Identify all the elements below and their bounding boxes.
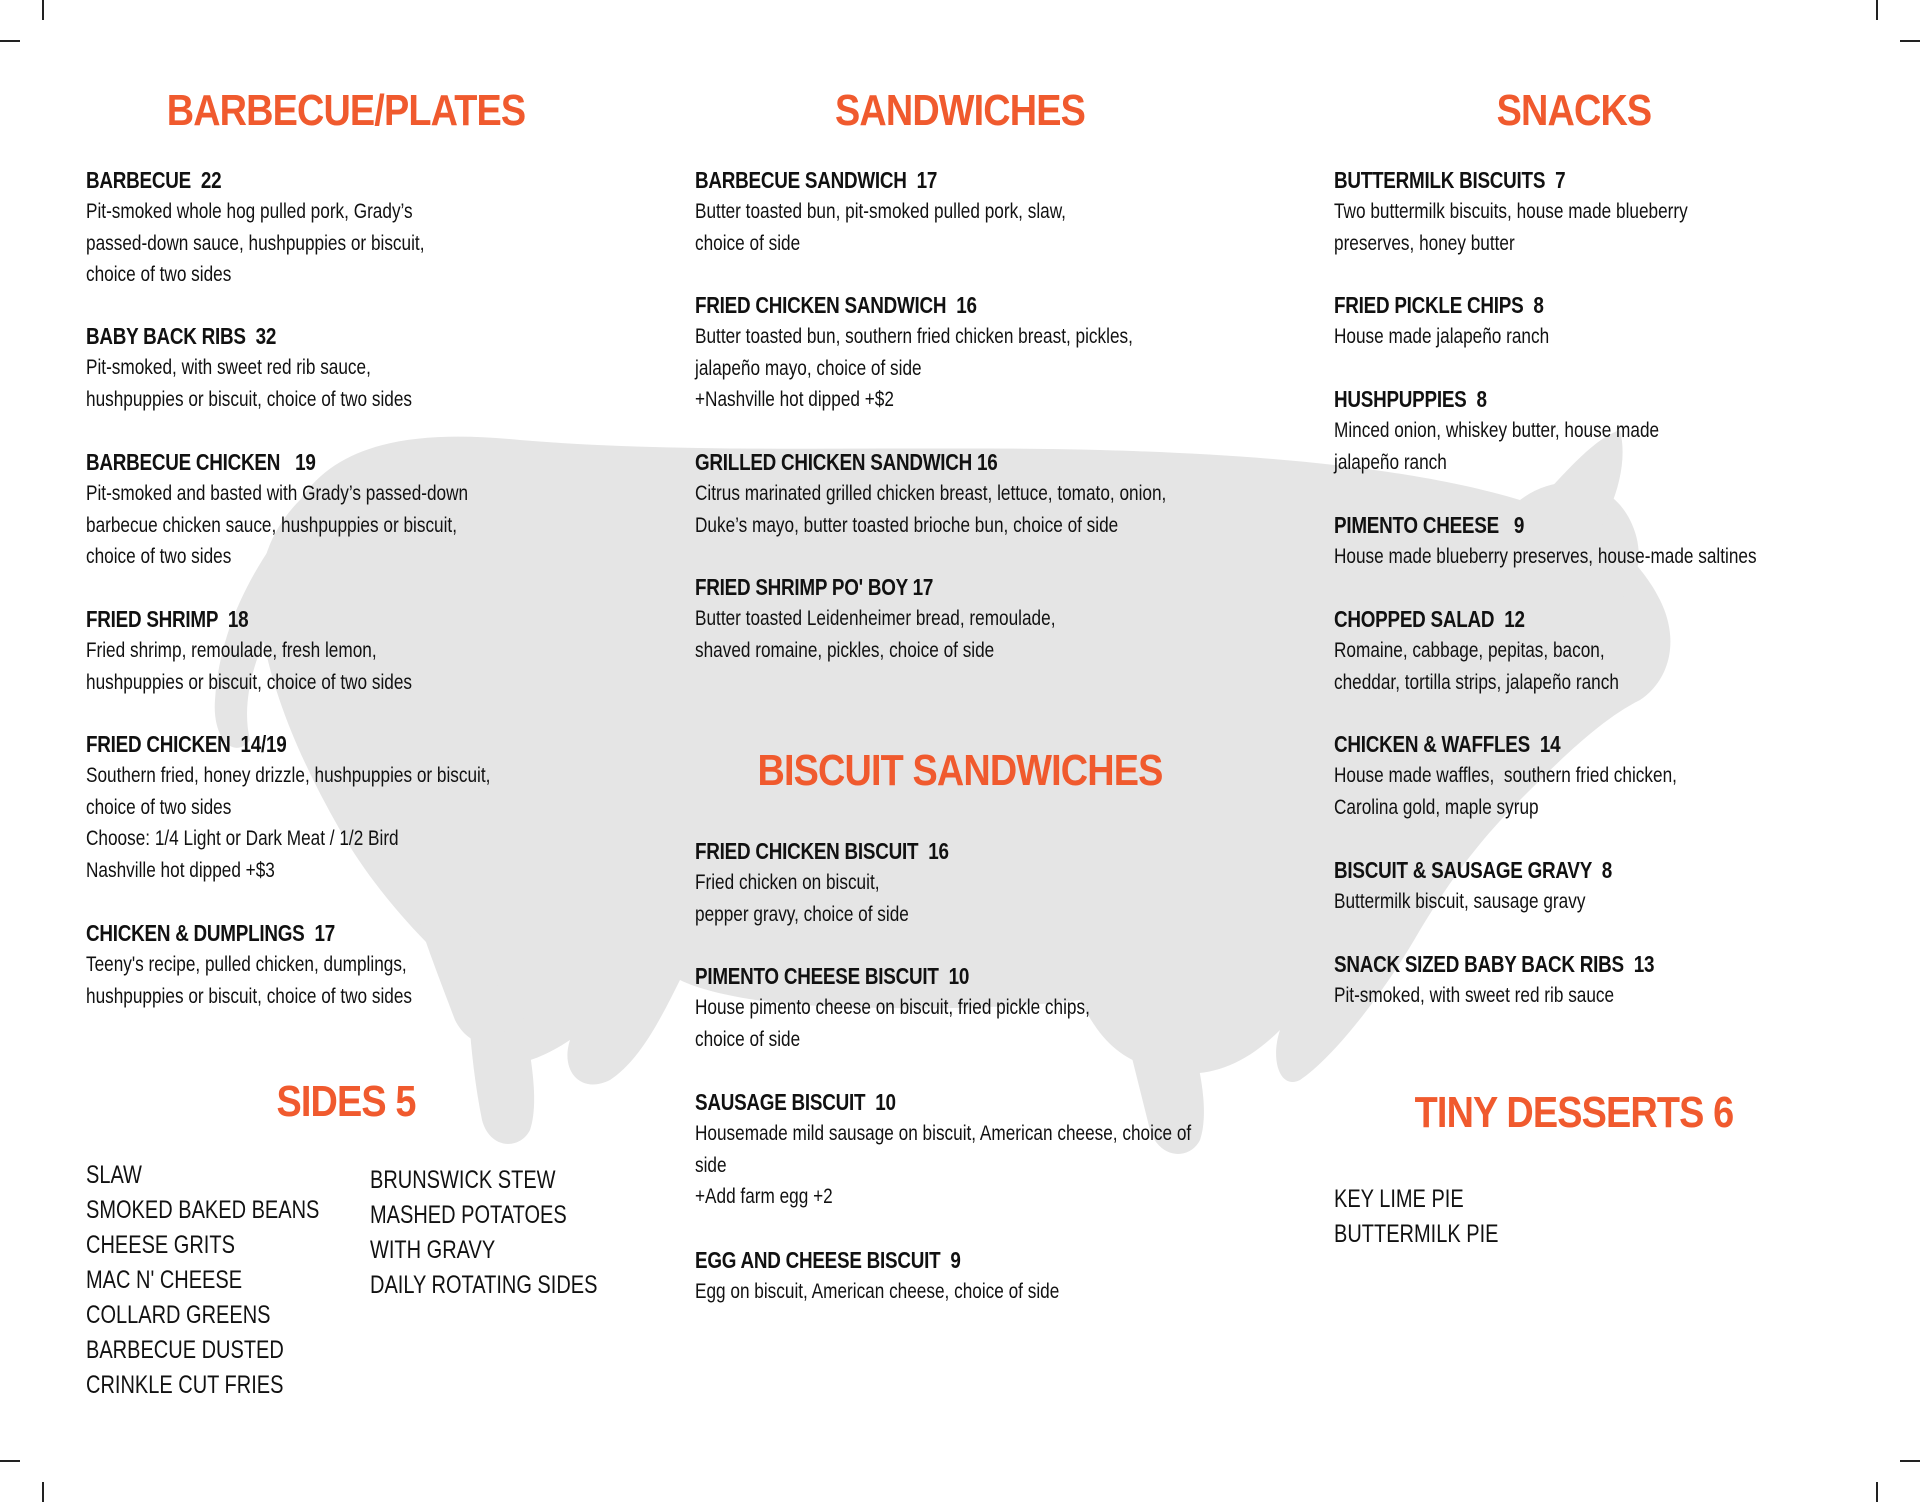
menu-item-description: House pimento cheese on biscuit, fried pickle chips, choice of side	[695, 995, 1090, 1051]
menu-item-description: Pit-smoked, with sweet red rib sauce, hushpuppies or biscuit, choice of two sides	[86, 355, 413, 411]
menu-item-title: CHICKEN & WAFFLES 14	[1334, 731, 1561, 757]
menu-item-description: Citrus marinated grilled chicken breast, lettuce, tomato, onion, Duke’s mayo, butter toasted brioche bun, choice of side	[695, 481, 1167, 537]
sides-list-left: SLAW SMOKED BAKED BEANS CHEESE GRITS MAC N' CHEESE COLLARD GREENS BARBECUE DUSTED CRINKLE CUT FRIES	[86, 1161, 320, 1399]
menu-item-description: House made jalapeño ranch	[1334, 324, 1550, 348]
menu-item-fried-chicken-sandwich	[695, 290, 1242, 416]
sides-list-right: BRUNSWICK STEW MASHED POTATOES WITH GRAVY DAILY ROTATING SIDES	[370, 1166, 598, 1299]
menu-item-fried-chicken-biscuit	[695, 836, 1004, 930]
menu-item-sausage-biscuit	[695, 1087, 1315, 1213]
menu-item-barbecue-chicken	[86, 447, 564, 573]
menu-item-description: Housemade mild sausage on biscuit, American cheese, choice of side +Add farm egg +2	[695, 1121, 1192, 1208]
menu-item-title: BUTTERMILK BISCUITS 7	[1334, 167, 1566, 193]
menu-item-barbecue-sandwich	[695, 165, 1159, 259]
menu-item-title: FRIED PICKLE CHIPS 8	[1334, 292, 1544, 318]
menu-item-description: Pit-smoked, with sweet red rib sauce	[1334, 983, 1615, 1007]
menu-item-title: PIMENTO CHEESE 9	[1334, 512, 1525, 538]
menu-item-barbecue	[86, 165, 509, 291]
menu-item-title: SNACK SIZED BABY BACK RIBS 13	[1334, 951, 1655, 977]
menu-item-title: FRIED CHICKEN SANDWICH 16	[695, 292, 977, 318]
menu-item-description: House made waffles, southern fried chicken, Carolina gold, maple syrup	[1334, 763, 1677, 819]
menu-item-description: Egg on biscuit, American cheese, choice of side	[695, 1279, 1060, 1303]
menu-item-egg-cheese-biscuit	[695, 1245, 1150, 1308]
menu-item-description: Romaine, cabbage, pepitas, bacon, cheddar, tortilla strips, jalapeño ranch	[1334, 638, 1619, 694]
menu-item-title: BABY BACK RIBS 32	[86, 323, 277, 349]
menu-item-description: Fried chicken on biscuit, pepper gravy, choice of side	[695, 870, 909, 926]
menu-item-description: Butter toasted bun, southern fried chicken breast, pickles, jalapeño mayo, choice of side +Nashville hot dipped +$2	[695, 324, 1133, 411]
snacks-heading: SNACKS	[1496, 86, 1652, 135]
menu-item-hushpuppies	[1334, 384, 1740, 478]
menu-item-description: Fried shrimp, remoulade, fresh lemon, hushpuppies or biscuit, choice of two sides	[86, 638, 413, 694]
tiny-desserts-heading: TINY DESSERTS 6	[1414, 1088, 1734, 1137]
menu-item-baby-back-ribs	[86, 321, 494, 415]
menu-item-description: Butter toasted Leidenheimer bread, remoulade, shaved romaine, pickles, choice of side	[695, 606, 1056, 662]
menu-item-biscuit-sausage-gravy	[1334, 855, 1673, 918]
menu-item-title: EGG AND CHEESE BISCUIT 9	[695, 1247, 961, 1273]
menu-item-title: BARBECUE CHICKEN 19	[86, 449, 316, 475]
menu-item-description: Butter toasted bun, pit-smoked pulled pork, slaw, choice of side	[695, 199, 1066, 255]
menu-item-pimento-cheese	[1334, 510, 1862, 573]
menu-item-fried-chicken	[86, 729, 592, 886]
menu-item-description: Two buttermilk biscuits, house made blueberry preserves, honey butter	[1334, 199, 1688, 255]
menu-item-snack-ribs	[1334, 949, 1725, 1012]
menu-item-title: FRIED CHICKEN BISCUIT 16	[695, 838, 949, 864]
menu-item-title: FRIED CHICKEN 14/19	[86, 731, 287, 757]
menu-item-description: Buttermilk biscuit, sausage gravy	[1334, 889, 1586, 913]
sandwiches-heading: SANDWICHES	[835, 86, 1085, 135]
menu-item-title: CHICKEN & DUMPLINGS 17	[86, 920, 335, 946]
menu-item-description: Teeny's recipe, pulled chicken, dumplings, hushpuppies or biscuit, choice of two sides	[86, 952, 413, 1008]
menu-item-title: FRIED SHRIMP PO' BOY 17	[695, 574, 934, 600]
menu-item-title: BARBECUE 22	[86, 167, 222, 193]
menu-item-title: FRIED SHRIMP 18	[86, 606, 249, 632]
menu-item-fried-pickle-chips	[1334, 290, 1603, 353]
menu-item-fried-shrimp	[86, 604, 494, 698]
menu-item-description: Southern fried, honey drizzle, hushpuppies or biscuit, choice of two sides Choose: 1/4 Light or Dark Meat / 1/2 Bird Nashville hot dipped +$3	[86, 763, 491, 882]
menu-item-description: House made blueberry preserves, house-made saltines	[1334, 544, 1757, 568]
desserts-list: KEY LIME PIE BUTTERMILK PIE	[1334, 1185, 1499, 1248]
menu-item-description: Pit-smoked whole hog pulled pork, Grady’s passed-down sauce, hushpuppies or biscuit, choice of two sides	[86, 199, 425, 286]
menu-item-fried-shrimp-po-boy	[695, 572, 1146, 666]
menu-item-title: BARBECUE SANDWICH 17	[695, 167, 938, 193]
menu-item-pimento-cheese-biscuit	[695, 961, 1189, 1055]
menu-item-title: PIMENTO CHEESE BISCUIT 10	[695, 963, 970, 989]
menu-item-chicken-dumplings	[86, 918, 494, 1012]
menu-item-chopped-salad	[1334, 604, 1690, 698]
menu-item-title: HUSHPUPPIES 8	[1334, 386, 1487, 412]
menu-item-title: GRILLED CHICKEN SANDWICH 16	[695, 449, 998, 475]
menu-item-title: CHOPPED SALAD 12	[1334, 606, 1525, 632]
sides-heading: SIDES 5	[276, 1077, 416, 1126]
menu-item-title: SAUSAGE BISCUIT 10	[695, 1089, 896, 1115]
menu-item-chicken-waffles	[1334, 729, 1763, 823]
menu-item-description: Pit-smoked and basted with Grady’s passed-down barbecue chicken sauce, hushpuppies or biscuit, choice of two sides	[86, 481, 469, 568]
menu-item-title: BISCUIT & SAUSAGE GRAVY 8	[1334, 857, 1612, 883]
menu-item-description: Minced onion, whiskey butter, house made jalapeño ranch	[1334, 418, 1660, 474]
biscuit-sandwiches-heading: BISCUIT SANDWICHES	[757, 746, 1163, 795]
menu-item-buttermilk-biscuits	[1334, 165, 1776, 259]
barbecue-plates-heading: BARBECUE/PLATES	[166, 86, 526, 135]
menu-item-grilled-chicken-sandwich	[695, 447, 1284, 541]
